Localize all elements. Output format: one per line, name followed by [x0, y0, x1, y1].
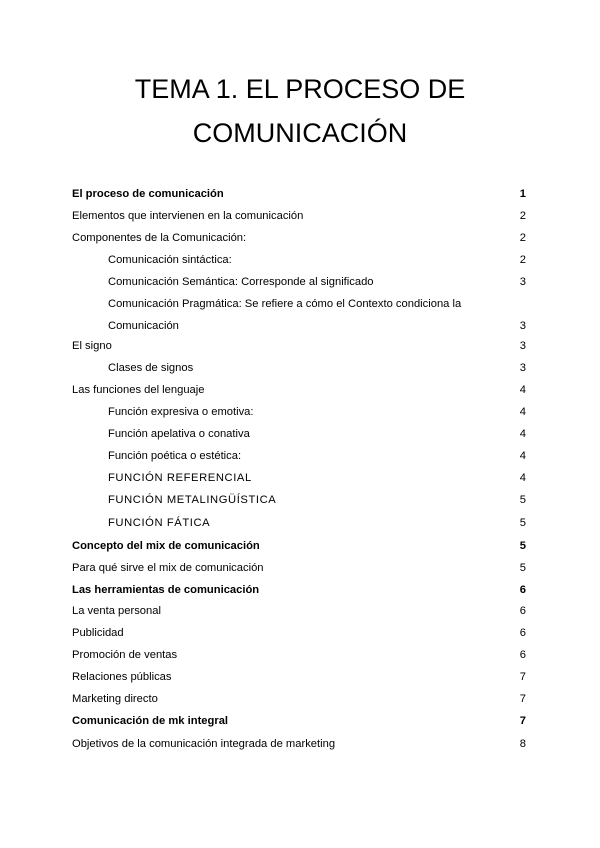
toc-entry-page: 5 [519, 562, 526, 574]
toc-entry[interactable] [72, 710, 528, 732]
toc-entry[interactable] [72, 227, 528, 249]
toc-entry-text: Comunicación Pragmática: Se refiere a cómo el Contexto condiciona la Comunicación [108, 298, 462, 332]
toc-entry[interactable] [72, 293, 528, 337]
toc-entry-page: 7 [519, 671, 526, 683]
toc-entry-text: El signo [72, 340, 112, 352]
toc-entry[interactable] [72, 357, 528, 379]
toc-entry-text: Función poética o estética: [108, 450, 242, 462]
toc-entry-text: La venta personal [72, 605, 161, 617]
toc-entry-page: 3 [519, 276, 526, 288]
toc-entry-text: Comunicación sintáctica: [108, 254, 232, 266]
toc-entry[interactable] [72, 600, 528, 622]
toc-entry[interactable] [72, 644, 528, 666]
toc-entry[interactable] [72, 622, 528, 644]
toc-entry[interactable] [72, 249, 528, 271]
document-title-line-2: COMUNICACIÓN [192, 118, 408, 148]
toc-entry-page: 2 [519, 254, 526, 266]
toc-entry-page: 5 [519, 540, 526, 552]
toc-entry-page: 7 [519, 715, 526, 727]
toc-entry-text: Concepto del mix de comunicación [72, 540, 260, 552]
toc-entry-page: 7 [519, 693, 526, 705]
toc-entry[interactable] [72, 579, 528, 601]
toc-entry-page: 3 [519, 340, 526, 352]
toc-entry-text: Relaciones públicas [72, 671, 172, 683]
toc-entry-text: Elementos que intervienen en la comunicación [72, 210, 304, 222]
toc-entry[interactable] [72, 335, 528, 357]
toc-entry[interactable] [72, 489, 528, 511]
toc-entry-text: Clases de signos [108, 362, 194, 374]
toc-entry-text: FUNCIÓN FÁTICA [108, 517, 211, 529]
toc-entry-page: 5 [519, 517, 526, 529]
toc-entry-page: 6 [519, 627, 526, 639]
toc-entry-text: Objetivos de la comunicación integrada de marketing [72, 738, 336, 750]
toc-entry-text: Las herramientas de comunicación [72, 584, 260, 596]
toc-entry-text: Comunicación de mk integral [72, 715, 229, 727]
toc-entry[interactable] [72, 733, 528, 755]
toc-entry-page: 5 [519, 494, 526, 506]
toc-entry[interactable] [72, 445, 528, 467]
toc-entry-page: 3 [519, 362, 526, 374]
toc-entry-text: Función apelativa o conativa [108, 428, 250, 440]
toc-entry-page: 2 [519, 232, 526, 244]
toc-entry-page: 8 [519, 738, 526, 750]
toc-entry-page: 1 [519, 188, 526, 200]
toc-entry[interactable] [72, 688, 528, 710]
toc-entry-text: Promoción de ventas [72, 649, 178, 661]
toc-entry-page: 4 [519, 472, 526, 484]
toc-entry-text: FUNCIÓN METALINGÜÍSTICA [108, 494, 277, 506]
toc-entry-text: Comunicación Semántica: Corresponde al significado [108, 276, 374, 288]
toc-entry[interactable] [72, 271, 528, 293]
toc-entry-page: 4 [519, 428, 526, 440]
toc-entry-page: 4 [519, 450, 526, 462]
toc-entry[interactable] [72, 379, 528, 401]
toc-entry-text: Componentes de la Comunicación: [72, 232, 247, 244]
toc-entry-text: Función expresiva o emotiva: [108, 406, 254, 418]
toc-entry-text: El proceso de comunicación [72, 188, 224, 200]
toc-entry-text: Las funciones del lenguaje [72, 384, 205, 396]
toc-entry[interactable] [72, 666, 528, 688]
toc-entry-page: 3 [519, 320, 526, 332]
toc-entry-text: Para qué sirve el mix de comunicación [72, 562, 264, 574]
toc-entry-text: FUNCIÓN REFERENCIAL [108, 472, 252, 484]
toc-entry-page: 6 [519, 584, 526, 596]
toc-entry-page: 6 [519, 605, 526, 617]
toc-entry[interactable] [72, 557, 528, 579]
toc-entry[interactable] [72, 183, 528, 205]
toc-entry[interactable] [72, 423, 528, 445]
toc-entry[interactable] [72, 467, 528, 489]
toc-entry-text: Marketing directo [72, 693, 158, 705]
toc-entry-page: 4 [519, 406, 526, 418]
toc-entry-page: 6 [519, 649, 526, 661]
document-title-line-1: TEMA 1. EL PROCESO DE [134, 74, 466, 104]
toc-entry-page: 4 [519, 384, 526, 396]
toc-entry[interactable] [72, 401, 528, 423]
toc-entry-page: 2 [519, 210, 526, 222]
toc-entry[interactable] [72, 535, 528, 557]
toc-entry[interactable] [72, 512, 528, 534]
toc-entry[interactable] [72, 205, 528, 227]
toc-entry-text: Publicidad [72, 627, 124, 639]
